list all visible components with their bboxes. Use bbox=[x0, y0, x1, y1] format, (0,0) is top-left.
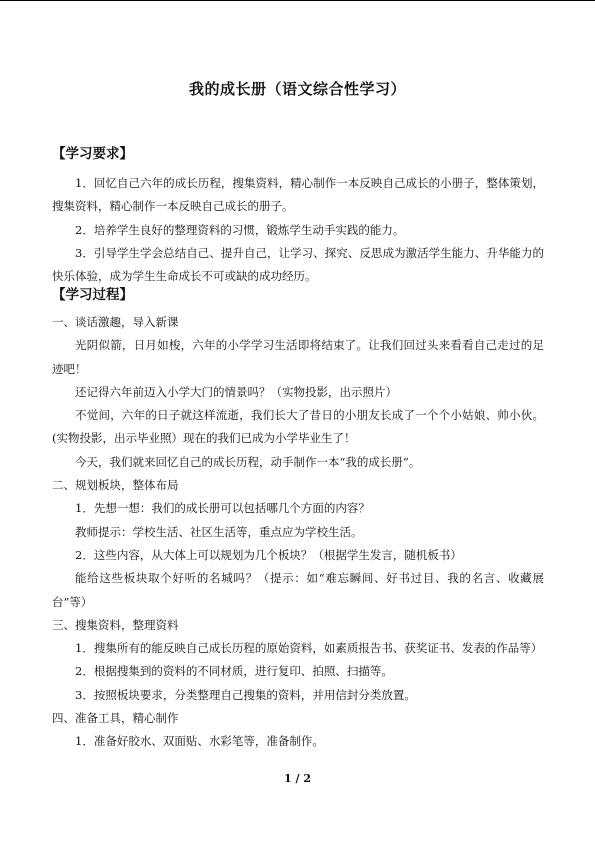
process-paragraph: 1．准备好胶水、双面贴、水彩笔等，准备制作。 bbox=[75, 734, 324, 749]
requirements-list bbox=[52, 172, 544, 288]
process-paragraph: 1．搜集所有的能反映自己成长历程的原始资料，如素质报告书、获奖证书、发表的作品等） bbox=[75, 641, 543, 656]
process-paragraph: 3．按照板块要求，分类整理自己搜集的资料，并用信封分类放置。 bbox=[75, 687, 416, 702]
process-paragraph: 不觉间，六年的日子就这样流逝，我们长大了昔日的小朋友长成了一个个小姑娘、帅小伙。(实物投影，出示毕业照）现在的我们已成为小学毕业生了！ bbox=[52, 408, 544, 446]
process-step-heading-2: 二、规划板块，整体布局 bbox=[52, 478, 179, 493]
process-paragraph: 2．根据搜集到的资料的不同材质，进行复印、拍照、扫描等。 bbox=[75, 664, 393, 679]
process-body bbox=[52, 311, 544, 754]
process-paragraph: 教师提示：学校生活、社区生活等，重点应为学校生活。 bbox=[75, 524, 363, 539]
section-heading-requirements: 【学习要求】 bbox=[52, 146, 133, 162]
process-paragraph: 1．先想一想：我们的成长册可以包括哪几个方面的内容？ bbox=[75, 501, 370, 516]
process-paragraph: 今天，我们就来回忆自己的成长历程，动手制作一本“我的成长册”。 bbox=[75, 454, 421, 469]
process-step-heading-3: 三、搜集资料，整理资料 bbox=[52, 617, 179, 632]
process-paragraph: 2．这些内容，从大体上可以规划为几个板块？（根据学生发言，随机板书） bbox=[75, 547, 462, 562]
process-paragraph: 还记得六年前迈入小学大门的情景吗？（实物投影，出示照片） bbox=[75, 384, 397, 399]
section-heading-process: 【学习过程】 bbox=[52, 287, 133, 303]
page-title: 我的成长册（语文综合性学习） bbox=[188, 80, 406, 98]
process-paragraph: 能给这些板块取个好听的名城吗？（提示：如“难忘瞬间、好书过目、我的名言、收藏展台”等） bbox=[52, 571, 544, 609]
requirement-item-3: 3．引导学生学会总结自己、提升自己，让学习、探究、反思成为激活学生能力、升华能力的快乐体验，成为学生生命成长不可或缺的成功经历。 bbox=[52, 245, 544, 284]
requirement-item-1: 1．回忆自己六年的成长历程，搜集资料，精心制作一本反映自己成长的小册子，整体策划，搜集资料，精心制作一本反映自己成长的册子。 bbox=[52, 176, 544, 214]
process-step-heading-4: 四、准备工具，精心制作 bbox=[52, 711, 179, 726]
top-rule bbox=[0, 0, 595, 1]
page-number: 1 / 2 bbox=[284, 772, 311, 785]
process-step-heading-1: 一、谈话激趣，导入新课 bbox=[52, 315, 179, 329]
process-paragraph: 光阴似箭，日月如梭，六年的小学学习生活即将结束了。让我们回过头来看看自己走过的足迹吧！ bbox=[52, 338, 544, 376]
requirement-item-2: 2．培养学生良好的整理资料的习惯，锻炼学生动手实践的能力。 bbox=[75, 222, 405, 237]
